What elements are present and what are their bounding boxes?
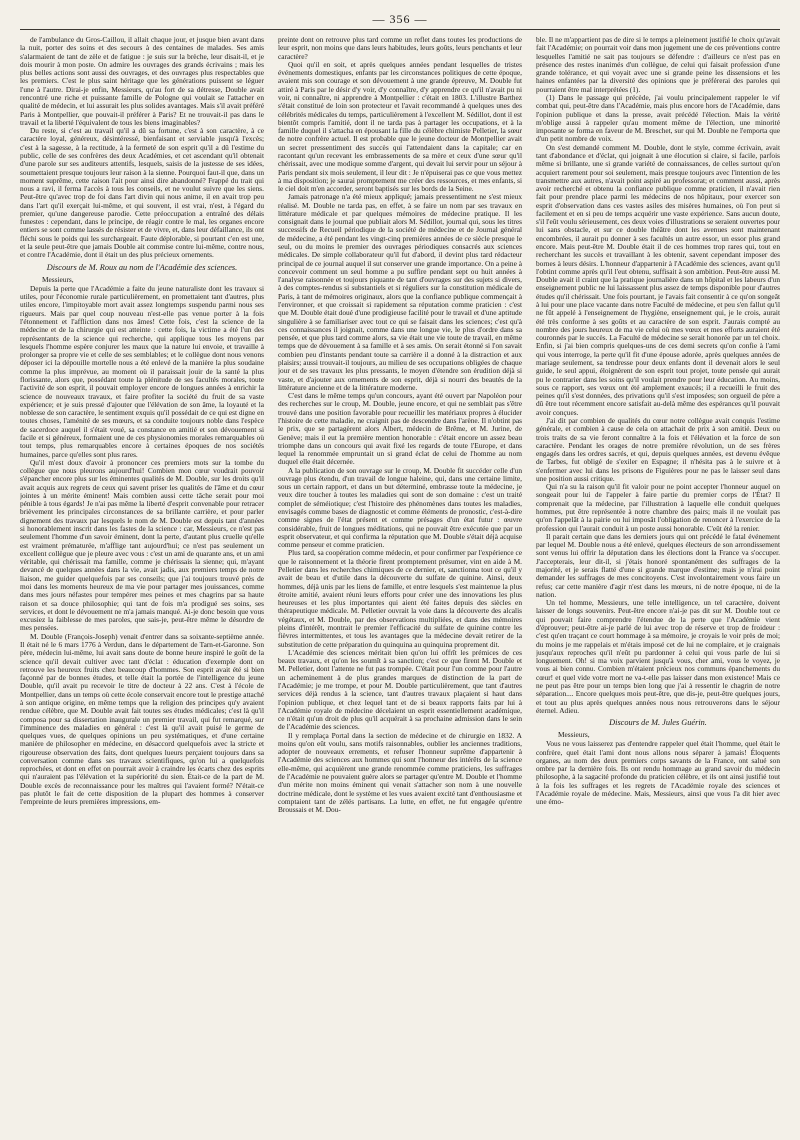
paragraph: Un tel homme, Messieurs, une telle intelligence, un tel caractère, doivent laisser de longs souvenirs. Peut-être encore n'ai-je pas dit sur M. Double tout ce qui pouvait faire comprendre l'étendue de la perte que l'Académie vient d'éprouver; peut-être ai-je parlé de lui avec trop de réserve et trop de froideur : c'est qu'en traçant ce court hommage à sa mémoire, je croyais le voir près de moi; du moins je me rappelais et m'étais imposé cet de lui ne complaire, et je craignais jusqu'aux reproches qu'il n'eût pu pardonner à celui qui vous parle de lui si longuement. Oh! si ma voix parvient jusqu'à vous, cher ami, vous le voyez, je vous ai bien connu. Combien m'étaient précieux nos communs épanchements du cœur! et quel vide votre mort ne va-t-elle pas laisser dans mon existence! Mais ce ne peut pas être pour un temps bien long que j'ai à ressentir le chagrin de notre séparation.... Encore quelques mois peut-être, que dis-je, peut-être quelques jours, et tout au plus après quelques années nous nous retrouverons dans le séjour éternel. Adieu.	[536, 598, 780, 715]
paragraph: Il parait certain que dans les derniers jours qui ont précédé le fatal événement par lequel M. Double nous a été enlevé, quelques électeurs de son arrondissement sont venus lui offrir la députation dans les élections dont la France va s'occuper. J'accepterais, leur dit-il, si j'étais honoré spontanément des suffrages de la majorité, et je serais flatté d'une si grande marque d'estime; mais je n'irai point demander les suffrages de mes concitoyens. C'est involontairement vous faire un refus; car cette manière d'agir n'est dans les mœurs, ni de notre époque, ni de la nation.	[536, 531, 780, 599]
paragraph: Qu'il m'est doux d'avoir à prononcer ces premiers mots sur la tombe du collègue que nous pleurons aujourd'hui! Combien mon cœur voudrait pouvoir s'épancher encore plus sur les éminentes qualités de M. Double, sur les droits qu'il avait acquis aux regrets de ceux qui savent priser les qualités de l'âme et du cœur jointes à un mérite éminent! Mais combien aussi cette tâche serait pour moi pénible à tous égards! Je n'ai pas même la liberté d'esprit convenable pour retracer brièvement les principales circonstances de sa brillante carrière, et pour parler dignement des travaux par lesquels le nom de M. Double est depuis tant d'années si honorablement inscrit dans les fastes de la science : car, Messieurs, ce n'est pas seulement l'homme d'un savoir éminent, dont la perte, d'autant plus cruelle qu'elle est vraiment prématurée, m'afflige tant aujourd'hui; ce n'est pas seulement un excellent collègue que je pleure avec vous : c'est un ami de quarante ans, et un ami véritable, qui chérissait ma famille, comme je chérissais la sienne; qui, m'ayant devancé de quelques années dans la vie, avait jadis, aux premiers temps de notre liaison, me guider quelquefois par ses conseils; que j'ai toujours trouvé près de moi dans les moments heureux de ma vie pour partager mes jouissances, comme dans mes jours néfastes pour tempérer mes peines et mes chagrins par sa haute raison et sa douce philosophie; qui tant de fois m'a prodigué ses soins, ses services, et dont le dévouement ne m'a jamais manqué. Ai-je donc besoin que vous excusiez la faiblesse de mes paroles, que sais-je, peut-être même le désordre de mes pensées.	[20, 457, 264, 633]
paragraph: On s'est demandé comment M. Double, dont le style, comme écrivain, avait tant d'abondance et d'éclat, qui joignait à une élocution si claire, si facile, parfois même si brillante, une si grande variété de connaissances, de celles surtout qu'on acquiert rarement pour soi seulement, mais presque toujours avec l'intention de les transmettre aux autres, n'avait point aspiré au professorat; et comment aussi, après avoir recherché et obtenu la confiance publique comme praticien, il n'avait rien fait pour prendre place parmi les médecins de nos hôpitaux, pour exercer son esprit d'observation dans ces vastes asiles des misères humaines, où l'on peut si facilement et en si peu de temps acquérir une vaste expérience. Sans aucun doute, s'il l'eût voulu sérieusement, ces deux voies d'illustrations se seraient ouvertes pour lui sans obstacle, et sur ce double théâtre dont les avenues sont maintenant encombrées, il aurait pu donner à ses facultés un autre essor, un essor plus grand encore. Mais peut-être M. Double était il de ces hommes trop rares qui, tout en recherchant les succès et travaillant à les obtenir, savent cependant imposer des bornes à leurs désirs. L'honneur d'appartenir à l'Académie des sciences, avant qu'il l'obtint comme après qu'il l'eut obtenu, suffisait à son ambition. Peut-être aussi M. Double avait il craint que la pratique journalière dans un hôpital et les labeurs d'un enseignement public ne lui laissassent plus assez de temps disponible pour d'autres études qu'il chérissait. Une fois pourtant, je l'avais fait consentir à ce qu'on songeât à lui pour une place vacante dans notre Faculté de médecine, et peu s'en fallut qu'il ne fût appelé à l'enseignement de l'hygiène, enseignement qui, je le crois, aurait été très conforme à ses goûts et au caractère de son esprit. J'aurais compté au nombre des jours heureux de ma vie celui où mes vœux et mes efforts auraient été couronnés par le succès. La Faculté de médecine se serait honorée par un tel choix. Enfin, si j'ai bien compris quelques-uns de ces demi secrets qu'on confie à l'ami qui vous interroge, la perte qu'il fit d'une épouse adorée, après quelques années de mariage seulement, sa tendresse pour deux enfants dont il devenait alors le seul guide, le seul appui, éloignèrent de son esprit tout projet, toute pensée qui aurait pu le contrarier dans les soins qu'il voulait prendre pour leur éducation. Au moins, sous ce rapport, ses vœux ont été amplement exaucés; il a recueilli le fruit des peines qu'il s'est données, des privations qu'il s'est imposées; son orgueil de père a dû être tout récemment encore satisfait au-delà même des espérances qu'il pouvait avoir conçues.	[536, 142, 780, 417]
paragraph: C'est dans le même temps qu'un concours, ayant été ouvert par Napoléon pour des recherches sur le croup, M. Double, jeune encore, et qui ne semblait pas s'être trouvé dans une position favorable pour recueillir les matériaux propres à élucider l'histoire de cette maladie, ne craignit pas de descendre dans l'arène. Il n'obtint pas le prix, que se partagèrent alors Albert, médecin de Brême, et M. Jurine, de Genève; mais il eut la première mention honorable : c'était encore un assez beau triomphe dans un concours qui avait fixé les regards de toute l'Europe, et dans lequel la renommée empruntait un si grand éclat de celui de l'homme au nom duquel elle était décernée.	[278, 391, 522, 467]
paragraph: Il y remplaça Portal dans la section de médecine et de chirurgie en 1832. A moins qu'on eût voulu, sans motifs raisonnables, oublier les anciennes traditions, adopter de nouveaux errements, et refuser l'honneur suprême d'appartenir à l'Académie des sciences aux hommes qui sont l'honneur des intérêts de la science elle-même, qui acquièrent une grande renommée comme praticiens, les suffrages de l'Académie ne pouvaient guère alors se partager qu'entre M. Double et l'homme d'un mérite non moins éminent qui venait s'attacher son nom à une nouvelle doctrine médicale, dont le système et les vues avaient excité tant d'enthousiasme et comptaient tant de zélés partisans. La lutte, en effet, ne fut engagée qu'entre Broussais et M. Dou-	[278, 730, 522, 815]
paragraph: ble. Il ne m'appartient pas de dire si le temps a pleinement justifié le choix qu'avait fait l'Académie; on pourrait voir dans mon jugement une de ces préventions contre lesquelles l'amitié ne sait pas toujours se défendre : d'ailleurs ce n'est pas en présence des restes inanimés d'un collègue, de celui qui faisait profession d'une grande tolérance, et qui voyait avec une si grande peine les dissensions et les haines enfantées par la diversité des opinions que je préférerai des paroles qui pourraient être mal interprétées (1).	[536, 36, 780, 94]
paragraph: A la publication de son ouvrage sur le croup, M. Double fit succéder celle d'un ouvrage plus étendu, d'un travail de longue haleine, qui, dans une certaine limite, sous un certain rapport, et dans un but déterminé, embrasse toute la médecine, je veux dire toucher à toutes les maladies qui sont de son domaine : c'est un traité complet de séméiotique; c'est l'histoire des phénomènes dans toutes les maladies, envisagés comme bases de diagnostic et comme éléments de pronostic, c'est-à-dire comme signes de l'état présent et comme présages d'un état futur : œuvre considérable, fruit de longues méditations, qui ne pouvait être exécutée que par un esprit observateur, et qui confirma la réputation que M. Double s'était déjà acquise comme penseur et comme praticien.	[278, 465, 522, 550]
salutation: Messieurs,	[558, 730, 590, 740]
salutation: Messieurs,	[42, 274, 74, 284]
paragraph: preinte dont on retrouve plus tard comme un reflet dans toutes les productions de leur esprit, non moins que dans leurs habitudes, leurs goûts, leurs penchants et leur caractère?	[278, 36, 522, 61]
paragraph: Du reste, si c'est au travail qu'il a dû sa fortune, c'est à son caractère, à ce caractère loyal, généreux, désintéressé, bienfaisant et serviable jusqu'à l'excès; c'est à la sagesse, à la rectitude, à la fermeté de son esprit qu'il a dû l'estime du public, celle de ses confrères des deux Académies, et cet ascendant qu'il obtenait d'une parole sur ses auditeurs attentifs, lesquels, saisis de la justesse de ses idées, soumettaient presque toujours leur raison à la sienne. Pourquoi faut-il que, dans un moment suprême, cette raison l'ait pour ainsi dire abandonné? Frappé du trait qui nous a ravi, il ferma l'accès à tous les conseils, et ne voulut suivre que les siens. Peut-être qu'avec trop de foi dans l'art divin qui nous anime, il en avait trop peu dans l'art qu'il exerçait lui-même, et qui souvent, il est vrai, n'est, à l'égard du premier, qu'une dangereuse parodie. Cette préoccupation a entraîné des délais funestes : cependant, dans le principe, de réagir contre le mal, les organes encore entiers se sont comme lassés de résister et de vivre, et, dans leur défaillance, ils ont fléchi sous le poids qui les surchargeait. Faute déplorable, si pourtant c'en est une, et la seule peut-être que jamais Double ait commise contre lui-même, contre nous, et contre l'Académie, dont il était un des plus précieux ornements.	[20, 126, 264, 260]
column-1	[20, 36, 264, 1134]
section-heading: Discours de M. Jules Guérin.	[609, 718, 707, 728]
header-rule	[20, 29, 780, 30]
page-number: — 356 —	[372, 12, 428, 26]
paragraph: Quoi qu'il en soit, et après quelques années pendant lesquelles de tristes événements domestiques, enfants par les circonstances politiques de cette époque, avaient mis son courage et son dévouement à une grande épreuve, M. Double fut attiré à Paris par le désir d'y voir, d'y connaître, d'y apprendre ce qu'il n'avait pu ni voir, ni connaître, ni apprendre à Montpellier : c'était en 1803. L'illustre Barthez s'était constitué de loin son protecteur et l'avait recommandé à quelques unes des célébrités médicales du temps, particulièrement à l'excellent M. Sédillot, dont il est bientôt compris l'amitié, dont il ne tarda pas à partager les occupations, et à la famille duquel il s'attacha en épousant la fille du célèbre chimiste Pelletier, la sœur de notre confrère actuel. Il est probable que le jeune docteur de Montpellier avait un secret pressentiment des succès qui l'attendaient dans la capitale; car en racontant qu'un recevant les embrassements de sa mère et ceux d'une sœur qu'il chérissait, avec une modique somme d'argent, qui devait lui servir pour un séjour à Paris pendant six mois seulement, il leur dit : Je n'épuiserai pas ce que vous mettez à ma disposition; je saurai promptement me créer des ressources, et mes enfants, si le ciel doit m'en accorder, seront baptisés sur les bords de la Seine.	[278, 59, 522, 194]
paragraph: L'Académie des sciences méritait bien qu'on lui offrît les prémices de ces beaux travaux, et qu'on les soumît à sa sanction; c'est ce que firent M. Double et M. Pelletier, dont l'attente ne fut pas trompée. C'était pour l'un comme pour l'autre un acheminement à de plus grandes marques de distinction de la part de l'Académie; je me trompe, et pour M. Double particulièrement, que tant d'autres services déjà rendus à la science, tant d'autres travaux plaçaient si haut dans l'opinion publique, et chez lequel tant et de si beaux rapports faits par lui à l'Académie royale de médecine décelaient un esprit essentiellement académique, ce n'était qu'un droit de plus qu'il acquérait à sa prochaine admission dans le sein de l'Académie des sciences.	[278, 647, 522, 732]
paragraph: de l'ambulance du Gros-Caillou, il allait chaque jour, et jusque bien avant dans la nuit, porter des soins et des secours à des centaines de malades. Ses amis s'alarmaient de tant de zèle et de fatigue : je suis sur la brèche, leur disait-il, et je dois mourir à mon poste. On admire les ouvrages des grands écrivains ; mais les plus belles actions sont aussi des ouvrages, et des ouvrages plus respectables que les premiers. C'est le plus saint héritage que les générations puissent se léguer l'une à l'autre. Dirai-je enfin, Messieurs, qu'au fort de sa détresse, Double avait rencontré une riche et puissante famille de Pologne qui voulait se l'attacher en qualité de médecin, et lui assurait les plus solides avantages. Mais s'il avait préféré Paris à Montpellier, que pouvait-il préférer à Paris? Et ne trouvait-il pas dans le travail et la liberté l'équivalent de tous les biens imaginables?	[20, 36, 264, 127]
paragraph: Jamais patronage n'a été mieux appliqué; jamais pressentiment ne s'est mieux réalisé. M. Double ne tarda pas, en effet, à se faire un nom par ses travaux en littérature médicale et par quelques mémoires de médecine pratique. Il les consignait dans le journal que publiait alors M. Sédillot, journal qui, sous les titres successifs de Recueil périodique de la société de médecine et de Journal général de médecine, a été pendant les vingt-cinq premières années de ce siècle presque le seul, ou du moins le premier des ouvrages périodiques consacrés aux sciences médicales. De simple collaborateur qu'il fut d'abord, il devint plus tard rédacteur principal de ce journal auquel il sut conserver une grande importance. On a peine à concevoir comment un seul homme a pu suffire pendant sept ou huit années à l'analyse raisonnée et toujours piquante de tant d'ouvrages sur des sujets si divers, à des comptes-rendus si substantiels et si réguliers sur la constitution médicale de Paris, à tant de mémoires originaux, alors que la confiance publique commençait à l'environner, et que croissait si rapidement sa réputation comme praticien : c'est que M. Double était doué d'une prodigieuse facilité pour le travail et d'une aptitude singulière à se familiariser avec tout ce qui se faisait dans les sciences; c'est qu'à ces connaissances il joignait, comme dans une longue vie, le plus d'ordre dans sa pensée, et que plus tard comme alors, sa vie était une vie toute de travail, en même temps que de dévouement à sa famille et à ses amis. On serait étonné si l'on savait combien peu d'instants pendant toute sa carrière il a donné à la distraction et aux plaisirs; aussi trouvait-il toujours, au milieu de ses occupations obligées de chaque jour et de ses travaux les plus pressants, le moyen d'étendre son érudition déjà si vaste, et d'ajouter aux ornements de son esprit, déjà si nourri des beautés de la littérature ancienne et de la littérature moderne.	[278, 192, 522, 392]
column-3	[536, 36, 780, 1134]
section-heading: Discours de M. Roux au nom de l'Académie des sciences.	[46, 262, 238, 272]
paragraph: M. Double (François-Joseph) venait d'entrer dans sa soixante-septième année. Il était né le 6 mars 1776 à Verdun, dans le département de Tarn-et-Garonne. Son père, médecin lui-même, lui avait sans doute de bonne heure inspiré le goût de la science qu'il devait cultiver avec tant d'éclat : éducation d'exemple dont on retrouve les heureux fruits chez beaucoup d'hommes. Son esprit avait été si bien façonné par de bonnes études, et telle était la portée de l'intelligence du jeune Double, qu'il avait pu recevoir le titre de docteur à 22 ans. C'est à l'école de Montpellier, dans un temps où cette école conservait encore tout le prestige attaché à son antique origine, en même temps que la religion des principes qu'y avaient rendue célèbre, que M. Double avait fait toutes ses études médicales; c'est là qu'il composa pour sa dissertation inaugurale un premier travail, qui fut remarqué, sur l'imminence des maladies en général : c'est là qu'il avait puisé le germe de quelques vues, de quelques opinions un peu systématiques, et d'une certaine manière de philosopher en médecine, en désaccord quelquefois avec la stricte et rigoureuse observation des faits, dont quelques lueurs perçaient toujours dans sa conversation comme dans ses travaux scientifiques, qu'on lui a quelquefois reprochées, et dont en effet on pourrait avoir à craindre les écarts chez des esprits qui n'auraient pas l'élévation et la supériorité du sien. Était-ce de la part de M. Double excès de reconnaissance pour les maîtres qui l'avaient formé? N'était-ce pas plutôt le fait de cette disposition de la plupart des hommes à conserver l'empreinte de leurs premières impressions, em-	[20, 631, 264, 807]
paragraph: (1) Dans le passage qui précède, j'ai voulu principalement rappeler le vif combat qui, peut-être dans l'Académie, mais plus encore hors de l'Académie, dans l'opinion publique et dans la presse, avait précédé l'élection. Mais la vérité m'oblige aussi à rappeler qu'au moment même de l'élection, une minorité imposante se forma en faveur de M. Breschet, sur qui M. Double ne l'emporta que d'un petit nombre de voix.	[536, 92, 780, 144]
column-2	[278, 36, 522, 1134]
paragraph: J'ai dit par combien de qualités du cœur notre collègue avait conquis l'estime générale, et combien à cause de cela on attachait de prix à son amitié. Deux ou trois traits de sa vie feront connaître à la fois et l'élévation et la force de son caractère. Pendant les orages de notre première révolution, un de ses frères engagés dans les ordres sacrés, et qui, depuis quelques années, est devenu évêque de Tarbes, fut obligé de s'exiler en Espagne; il n'hésita pas à le suivre et à s'enfermer avec lui dans les prisons de Figuières pour ne pas le laisser seul dans une position aussi critique.	[536, 415, 780, 483]
text-columns	[20, 36, 780, 1134]
paragraph: Depuis la perte que l'Académie a faite du jeune naturaliste dont les travaux si utiles, pour l'économie rurale particulièrement, en promettaient tant d'autres, plus utiles encore, l'impitoyable mort avait assez longtemps suspendu parmi nous ses rigueurs. Mais par quel coup nouveau n'est-elle pas venue porter à la fois l'étonnement et l'affliction dans nos âmes! Cette fois, c'est la science de la médecine et de la chirurgie qui est atteinte : cette fois, la victime a été l'un des représentants de la science qui recherche, qui applique tous les moyens par lesquels l'homme espère conjurer les maux que la nature lui envoie, et travaille à prolonger sa propre vie et celle de ses semblables; et le collègue dont nous venons déposer ici la dépouille mortelle nous a été enlevé de la manière la plus soudaine comme la plus imprévue, au moment où il paraissait jouir de la santé la plus florissante, alors que, possédant toute la plénitude de ses facultés morales, toute l'activité de son esprit, il pouvait employer encore de longues années à enrichir la science de nouveaux travaux, et faire profiter la société du fruit de sa vaste expérience; et je suis pressé d'ajouter que l'élévation de son âme, la loyauté et la noblesse de son caractère, le sentiment exquis qu'il possédait de ce qui est digne en toutes choses, l'aménité de ses mœurs, et sa conduite toujours noble dans l'espèce de sacerdoce auquel il s'était voué, sa constance en amitié et son dévouement si facile et si généreux, formaient une de ces physionomies morales remarquables où tout temps, plus remarquables encore à certaines époques de nos sociétés humaines, parce qu'elles sont plus rares.	[20, 283, 264, 459]
paragraph: Qui n'a su la raison qu'il fit valoir pour ne point accepter l'honneur auquel on songeait pour lui de l'appeler à faire partie du premier corps de l'État? Il comprenait que la médecine, par l'illustration à laquelle elle conduit quelques hommes, put être représentée à notre chambre des pairs; mais il ne voulait pas qu'on l'appelât à la pairie ou lui imposât l'obligation de renoncer à l'exercice de la profession qui l'aurait conduit à un poste aussi honorable. C'eût été la renier.	[536, 482, 780, 533]
paragraph: Plus tard, sa coopération comme médecin, et pour confirmer par l'expérience ce que le raisonnement et la théorie firent promptement présumer, vint en aide à M. Pelletier dans les recherches chimiques de ce dernier, et, sanctionna tout ce qu'il y avait de beau et d'utile dans la découverte du sulfate de quinine. Ainsi, deux hommes, déjà unis par les liens de famille, et entre lesquels s'est maintenue la plus étroite amitié, avaient réuni leurs efforts pour créer une des innovations les plus heureuses et les plus importantes qui aient été faites depuis des siècles en thérapeutique médicale. M. Pelletier ouvrait la voie dans la découverte des alcalis végétaux, et M. Double, par des observations multipliées, et dans des mémoires pleins d'intérêt, montrait le premier l'efficacité du sulfate de quinine contre les fièvres intermittentes, et tous les avantages que la médecine devait retirer de la substitution de cette préparation du quinquina au quinquina proprement dit.	[278, 548, 522, 649]
paragraph: Vous ne vous laisserez pas d'entendre rappeler quel était l'homme, quel était le confrère, quel était l'ami dont nous allons nous séparer à jamais! Éloquents organes, au nom des deux premiers corps savants de la France, ont salué son ombre par la dernière fois. Ils ont rendu hommage au grand savoir du médecin philosophe, à la sagacité profonde du praticien célèbre, et ils ont ainsi justifié tout à la fois les suffrages et les regrets de l'Académie royale des sciences et l'Académie royale de médecine. Mais, Messieurs, ainsi que vous l'a dit hier avec une émo-	[536, 739, 780, 807]
